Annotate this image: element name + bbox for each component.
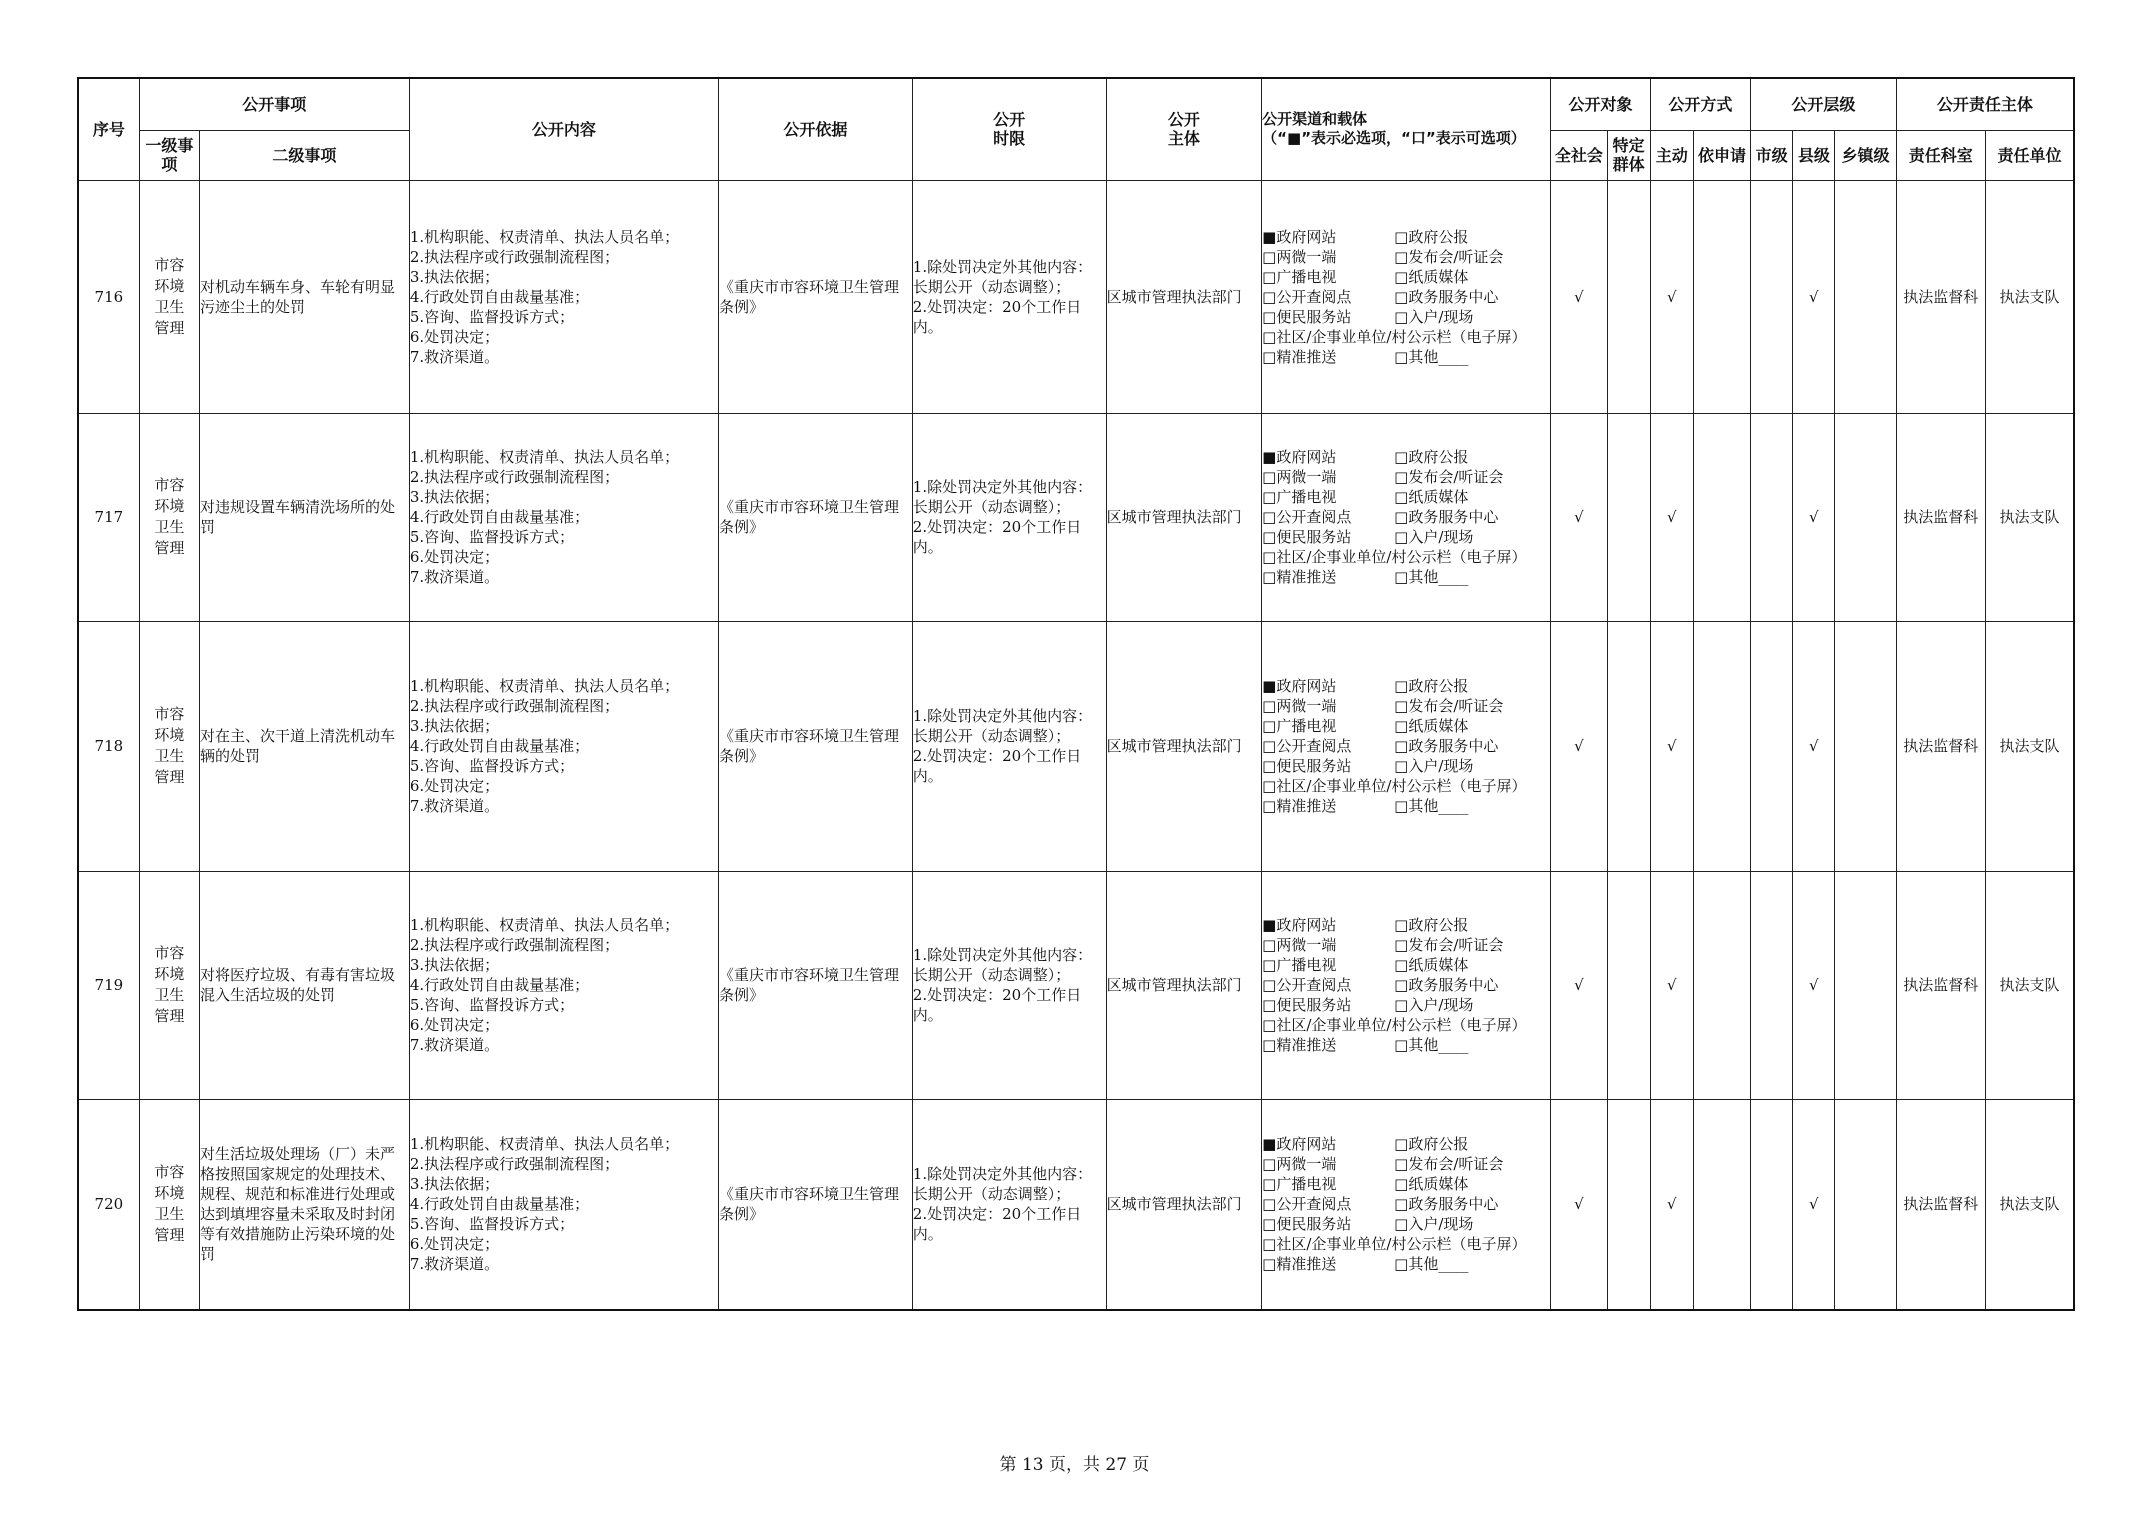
content-list — [409, 621, 718, 871]
table-row — [78, 413, 2074, 621]
method-apply-mark — [1693, 413, 1750, 621]
timelimit-text: 1.除处罚决定外其他内容：长期公开（动态调整）； 2.处罚决定：20个工作日内。 — [912, 413, 1106, 621]
resp-dept: 执法监督科 — [1896, 1099, 1985, 1310]
channel-grid — [1262, 915, 1550, 1055]
target-specific-mark — [1607, 621, 1650, 871]
channel-option: □政务服务中心 — [1394, 1195, 1499, 1214]
header-seq: 序号 — [78, 78, 139, 180]
table-row — [78, 1099, 2074, 1310]
header-target: 公开对象 — [1551, 78, 1650, 130]
level2-item: 对机动车辆车身、车轮有明显污迹尘土的处罚 — [199, 180, 409, 413]
table-body — [78, 180, 2074, 1310]
channel-option: □便民服务站 — [1262, 1215, 1352, 1234]
channel-grid — [1262, 447, 1550, 587]
header-matter: 公开事项 — [139, 78, 409, 130]
method-apply-mark — [1693, 871, 1750, 1099]
channel-option: □发布会/听证会 — [1394, 247, 1504, 266]
row-number: 718 — [78, 621, 139, 871]
row-number: 719 — [78, 871, 139, 1099]
content-line: 5.咨询、监督投诉方式； — [409, 996, 575, 1014]
basis-text: 《重庆市市容环境卫生管理条例》 — [719, 871, 913, 1099]
channel-list — [1262, 621, 1551, 871]
level-city-mark — [1751, 871, 1793, 1099]
header-specific: 特定群体 — [1607, 130, 1650, 180]
header-level1: 一级事项 — [139, 130, 199, 180]
content-line: 6.处罚决定； — [409, 777, 500, 795]
basis-text: 《重庆市市容环境卫生管理条例》 — [719, 1099, 913, 1310]
channel-option: □两微一端 — [1262, 936, 1337, 954]
channel-option: □政务服务中心 — [1394, 976, 1499, 994]
level-county-mark: √ — [1793, 180, 1835, 413]
header-channel: 公开渠道和载体 （“■”表示必选项，“口”表示可选项） — [1262, 78, 1551, 180]
channel-option: □政府公报 — [1394, 916, 1469, 934]
content-line: 3.执法依据； — [409, 267, 500, 286]
level2-item: 对在主、次干道上清洗机动车辆的处罚 — [199, 621, 409, 871]
channel-option: □纸质媒体 — [1394, 267, 1469, 286]
channel-grid — [1262, 227, 1550, 367]
channel-option: □发布会/听证会 — [1394, 468, 1504, 486]
content-line: 7.救济渠道。 — [409, 1036, 500, 1054]
header-method: 公开方式 — [1650, 78, 1750, 130]
table-header — [78, 78, 2074, 180]
channel-option: □政府公报 — [1394, 1135, 1469, 1154]
channel-option: □政务服务中心 — [1394, 287, 1499, 306]
content-line: 2.执法程序或行政强制流程图； — [409, 697, 620, 715]
header-unit: 责任单位 — [1985, 130, 2074, 180]
content-line: 2.执法程序或行政强制流程图； — [409, 247, 620, 266]
channel-option: □两微一端 — [1262, 697, 1337, 715]
level-city-mark — [1751, 180, 1793, 413]
channel-option: □其他____ — [1394, 347, 1469, 366]
content-line: 1.机构职能、权责清单、执法人员名单； — [409, 448, 680, 466]
method-apply-mark — [1693, 180, 1750, 413]
channel-option: □发布会/听证会 — [1394, 936, 1504, 954]
channel-option: □社区/企事业单位/村公示栏（电子屏） — [1262, 327, 1527, 346]
header-level2: 二级事项 — [199, 130, 409, 180]
channel-option: □广播电视 — [1262, 488, 1337, 506]
channel-option: □社区/企事业单位/村公示栏（电子屏） — [1262, 548, 1527, 566]
page-number: 第 13 页，共 27 页 — [999, 1455, 1150, 1475]
level1-item: 市容环境卫生管理 — [139, 871, 199, 1099]
header-apply: 依申请 — [1693, 130, 1750, 180]
content-line: 6.处罚决定； — [409, 548, 500, 566]
channel-option: □两微一端 — [1262, 468, 1337, 486]
basis-text: 《重庆市市容环境卫生管理条例》 — [719, 621, 913, 871]
channel-option: □社区/企事业单位/村公示栏（电子屏） — [1262, 777, 1527, 795]
disclosure-table — [77, 77, 2075, 1311]
channel-option: ■政府网站 — [1262, 227, 1337, 246]
timelimit-text: 1.除处罚决定外其他内容：长期公开（动态调整）； 2.处罚决定：20个工作日内。 — [912, 180, 1106, 413]
method-active-mark: √ — [1650, 871, 1693, 1099]
level-county-mark: √ — [1793, 871, 1835, 1099]
content-line: 7.救济渠道。 — [409, 568, 500, 586]
level1-item: 市容环境卫生管理 — [139, 180, 199, 413]
channel-option: □广播电视 — [1262, 956, 1337, 974]
content-line: 3.执法依据； — [409, 488, 500, 506]
header-level: 公开层级 — [1751, 78, 1897, 130]
target-specific-mark — [1607, 413, 1650, 621]
channel-option: □精准推送 — [1262, 1036, 1337, 1054]
channel-option: □公开查阅点 — [1262, 508, 1352, 526]
content-line: 1.机构职能、权责清单、执法人员名单； — [409, 1135, 680, 1154]
content-line: 4.行政处罚自由裁量基准； — [409, 1195, 590, 1214]
channel-option: □纸质媒体 — [1394, 717, 1469, 735]
subject-text: 区城市管理执法部门 — [1106, 413, 1262, 621]
channel-option: □政府公报 — [1394, 227, 1469, 246]
method-active-mark: √ — [1650, 413, 1693, 621]
method-apply-mark — [1693, 621, 1750, 871]
channel-option: □入户/现场 — [1394, 757, 1474, 775]
resp-unit: 执法支队 — [1985, 1099, 2074, 1310]
content-line: 5.咨询、监督投诉方式； — [409, 307, 575, 326]
resp-dept: 执法监督科 — [1896, 621, 1985, 871]
row-number: 717 — [78, 413, 139, 621]
channel-option: □便民服务站 — [1262, 996, 1352, 1014]
resp-unit: 执法支队 — [1985, 180, 2074, 413]
content-list — [409, 413, 718, 621]
channel-option: □入户/现场 — [1394, 528, 1474, 546]
resp-unit: 执法支队 — [1985, 621, 2074, 871]
channel-option: ■政府网站 — [1262, 448, 1337, 466]
level-town-mark — [1835, 871, 1896, 1099]
channel-option: □纸质媒体 — [1394, 956, 1469, 974]
channel-option: □入户/现场 — [1394, 996, 1474, 1014]
channel-option: □公开查阅点 — [1262, 287, 1352, 306]
level-town-mark — [1835, 621, 1896, 871]
level-town-mark — [1835, 1099, 1896, 1310]
channel-option: □公开查阅点 — [1262, 976, 1352, 994]
channel-option: □入户/现场 — [1394, 307, 1474, 326]
channel-option: □精准推送 — [1262, 568, 1337, 586]
target-specific-mark — [1607, 871, 1650, 1099]
channel-option: □精准推送 — [1262, 797, 1337, 815]
header-timelimit: 公开 时限 — [912, 78, 1106, 180]
basis-text: 《重庆市市容环境卫生管理条例》 — [719, 180, 913, 413]
content-line: 7.救济渠道。 — [409, 797, 500, 815]
resp-unit: 执法支队 — [1985, 871, 2074, 1099]
target-all-mark: √ — [1551, 180, 1607, 413]
content-line: 5.咨询、监督投诉方式； — [409, 757, 575, 775]
subject-text: 区城市管理执法部门 — [1106, 621, 1262, 871]
content-line: 4.行政处罚自由裁量基准； — [409, 737, 590, 755]
target-all-mark: √ — [1551, 413, 1607, 621]
content-line: 3.执法依据； — [409, 1175, 500, 1194]
channel-option: □其他____ — [1394, 797, 1469, 815]
content-line: 3.执法依据； — [409, 956, 500, 974]
resp-dept: 执法监督科 — [1896, 180, 1985, 413]
channel-option: □两微一端 — [1262, 1155, 1337, 1174]
content-line: 4.行政处罚自由裁量基准； — [409, 976, 590, 994]
header-basis: 公开依据 — [719, 78, 913, 180]
content-line: 6.处罚决定； — [409, 1235, 500, 1254]
level-city-mark — [1751, 413, 1793, 621]
channel-option: □社区/企事业单位/村公示栏（电子屏） — [1262, 1235, 1527, 1254]
method-active-mark: √ — [1650, 180, 1693, 413]
content-line: 2.执法程序或行政强制流程图； — [409, 936, 620, 954]
subject-text: 区城市管理执法部门 — [1106, 180, 1262, 413]
method-apply-mark — [1693, 1099, 1750, 1310]
resp-dept: 执法监督科 — [1896, 871, 1985, 1099]
resp-dept: 执法监督科 — [1896, 413, 1985, 621]
channel-option: □便民服务站 — [1262, 307, 1352, 326]
channel-option: □公开查阅点 — [1262, 737, 1352, 755]
header-county: 县级 — [1793, 130, 1835, 180]
channel-option: □发布会/听证会 — [1394, 1155, 1504, 1174]
content-list — [409, 1099, 718, 1310]
channel-option: □政务服务中心 — [1394, 737, 1499, 755]
channel-option: ■政府网站 — [1262, 916, 1337, 934]
timelimit-text: 1.除处罚决定外其他内容：长期公开（动态调整）； 2.处罚决定：20个工作日内。 — [912, 1099, 1106, 1310]
content-line: 7.救济渠道。 — [409, 347, 500, 366]
channel-grid — [1262, 1134, 1550, 1274]
channel-option: □广播电视 — [1262, 1175, 1337, 1194]
level2-item: 对生活垃圾处理场（厂）未严格按照国家规定的处理技术、规程、规范和标准进行处理或达到填埋容量未采取及时封闭等有效措施防止污染环境的处罚 — [199, 1099, 409, 1310]
content-line: 4.行政处罚自由裁量基准； — [409, 287, 590, 306]
level-county-mark: √ — [1793, 621, 1835, 871]
channel-option: □精准推送 — [1262, 1255, 1337, 1274]
channel-option: □两微一端 — [1262, 247, 1337, 266]
content-list — [409, 180, 718, 413]
header-city: 市级 — [1751, 130, 1793, 180]
header-subject: 公开 主体 — [1106, 78, 1262, 180]
resp-unit: 执法支队 — [1985, 413, 2074, 621]
timelimit-text: 1.除处罚决定外其他内容：长期公开（动态调整）； 2.处罚决定：20个工作日内。 — [912, 871, 1106, 1099]
channel-option: ■政府网站 — [1262, 677, 1337, 695]
channel-list — [1262, 413, 1551, 621]
channel-option: □纸质媒体 — [1394, 488, 1469, 506]
channel-list — [1262, 1099, 1551, 1310]
channel-grid — [1262, 676, 1550, 816]
table-row — [78, 180, 2074, 413]
content-line: 4.行政处罚自由裁量基准； — [409, 508, 590, 526]
channel-list — [1262, 871, 1551, 1099]
content-line: 6.处罚决定； — [409, 327, 500, 346]
target-all-mark: √ — [1551, 871, 1607, 1099]
row-number: 720 — [78, 1099, 139, 1310]
level-city-mark — [1751, 1099, 1793, 1310]
content-line: 3.执法依据； — [409, 717, 500, 735]
content-line: 1.机构职能、权责清单、执法人员名单； — [409, 677, 680, 695]
subject-text: 区城市管理执法部门 — [1106, 1099, 1262, 1310]
channel-option: □其他____ — [1394, 1036, 1469, 1054]
level1-item: 市容环境卫生管理 — [139, 413, 199, 621]
header-town: 乡镇级 — [1835, 130, 1896, 180]
level1-item: 市容环境卫生管理 — [139, 621, 199, 871]
channel-list — [1262, 180, 1551, 413]
channel-option: □入户/现场 — [1394, 1215, 1474, 1234]
content-line: 2.执法程序或行政强制流程图； — [409, 1155, 620, 1174]
level-city-mark — [1751, 621, 1793, 871]
header-content: 公开内容 — [409, 78, 718, 180]
basis-text: 《重庆市市容环境卫生管理条例》 — [719, 413, 913, 621]
target-specific-mark — [1607, 180, 1650, 413]
header-resp: 公开责任主体 — [1896, 78, 2074, 130]
channel-option: □其他____ — [1394, 568, 1469, 586]
level-county-mark: √ — [1793, 1099, 1835, 1310]
target-all-mark: √ — [1551, 621, 1607, 871]
channel-option: □社区/企事业单位/村公示栏（电子屏） — [1262, 1016, 1527, 1034]
subject-text: 区城市管理执法部门 — [1106, 871, 1262, 1099]
channel-option: □公开查阅点 — [1262, 1195, 1352, 1214]
channel-option: □广播电视 — [1262, 267, 1337, 286]
channel-option: □政务服务中心 — [1394, 508, 1499, 526]
level-town-mark — [1835, 413, 1896, 621]
method-active-mark: √ — [1650, 1099, 1693, 1310]
level2-item: 对将医疗垃圾、有毒有害垃圾混入生活垃圾的处罚 — [199, 871, 409, 1099]
level-town-mark — [1835, 180, 1896, 413]
channel-option: □便民服务站 — [1262, 757, 1352, 775]
header-all: 全社会 — [1551, 130, 1607, 180]
target-all-mark: √ — [1551, 1099, 1607, 1310]
channel-option: □便民服务站 — [1262, 528, 1352, 546]
content-list — [409, 871, 718, 1099]
level2-item: 对违规设置车辆清洗场所的处罚 — [199, 413, 409, 621]
content-line: 1.机构职能、权责清单、执法人员名单； — [409, 916, 680, 934]
level1-item: 市容环境卫生管理 — [139, 1099, 199, 1310]
content-line: 1.机构职能、权责清单、执法人员名单； — [409, 227, 680, 246]
header-dept: 责任科室 — [1896, 130, 1985, 180]
content-line: 7.救济渠道。 — [409, 1255, 500, 1274]
content-line: 2.执法程序或行政强制流程图； — [409, 468, 620, 486]
channel-option: □精准推送 — [1262, 347, 1337, 366]
channel-option: □广播电视 — [1262, 717, 1337, 735]
row-number: 716 — [78, 180, 139, 413]
content-line: 6.处罚决定； — [409, 1016, 500, 1034]
channel-option: □发布会/听证会 — [1394, 697, 1504, 715]
header-active: 主动 — [1650, 130, 1693, 180]
table-row — [78, 621, 2074, 871]
channel-option: □其他____ — [1394, 1255, 1469, 1274]
content-line: 5.咨询、监督投诉方式； — [409, 528, 575, 546]
channel-option: □纸质媒体 — [1394, 1175, 1469, 1194]
content-line: 5.咨询、监督投诉方式； — [409, 1215, 575, 1234]
timelimit-text: 1.除处罚决定外其他内容：长期公开（动态调整）； 2.处罚决定：20个工作日内。 — [912, 621, 1106, 871]
level-county-mark: √ — [1793, 413, 1835, 621]
channel-option: ■政府网站 — [1262, 1135, 1337, 1154]
table-row — [78, 871, 2074, 1099]
channel-option: □政府公报 — [1394, 448, 1469, 466]
channel-option: □政府公报 — [1394, 677, 1469, 695]
target-specific-mark — [1607, 1099, 1650, 1310]
method-active-mark: √ — [1650, 621, 1693, 871]
